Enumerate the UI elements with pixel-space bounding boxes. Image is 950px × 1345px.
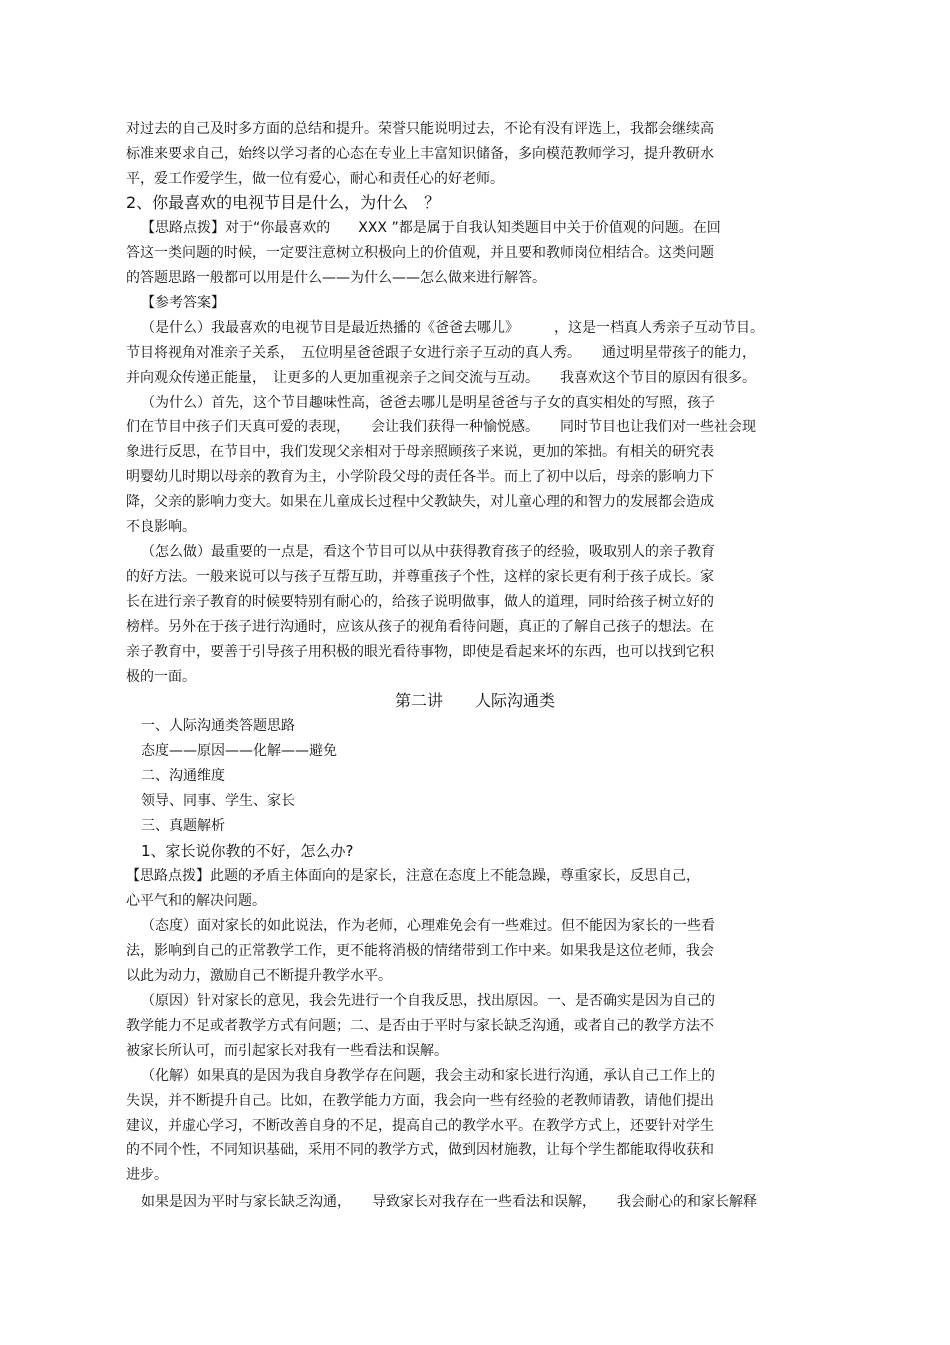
text-line: 【思路点拨】此题的矛盾主体面向的是家长，注意在态度上不能急躁，尊重家长，反思自己， bbox=[126, 868, 700, 884]
text-line: 被家长所认可，而引起家长对我有一些看法和误解。 bbox=[126, 1043, 448, 1059]
text-line: 进步。 bbox=[126, 1167, 168, 1183]
question-heading: 2、你最喜欢的电视节目是什么，为什么 ？ bbox=[126, 193, 441, 212]
text-line: 平，爱工作爱学生，做一位有爱心，耐心和责任心的好老师。 bbox=[126, 171, 504, 187]
text-line: 明婴幼儿时期以母亲的教育为主，小学阶段父母的责任各半。而上了初中以后，母亲的影响力下 bbox=[126, 469, 714, 485]
question-heading: 1、家长说你教的不好，怎么办? bbox=[141, 842, 354, 860]
text-line: 以此为动力，激励自己不断提升教学水平。 bbox=[126, 968, 392, 984]
text-line: 亲子教育中，要善于引导孩子用积极的眼光看待事物，即使是看起来坏的东西，也可以找到它积 bbox=[126, 644, 714, 660]
text-line: 榜样。另外在于孩子进行沟通时，应该从孩子的视角看待问题，真正的了解自己孩子的想法。在 bbox=[126, 619, 714, 635]
text-line: 心平气和的解决问题。 bbox=[126, 893, 266, 909]
chapter-title: 第二讲 人际沟通类 bbox=[395, 691, 556, 710]
text-line: （态度）面对家长的如此说法，作为老师，心理难免会有一些难过。但不能因为家长的一些看 bbox=[141, 918, 715, 934]
text-line: （怎么做）最重要的一点是，看这个节目可以从中获得教育孩子的经验，吸取别人的亲子教育 bbox=[141, 544, 715, 560]
text-line: 的答题思路一般都可以用是什么——为什么——怎么做来进行解答。 bbox=[126, 270, 546, 286]
text-line: 象进行反思，在节目中，我们发现父亲相对于母亲照顾孩子来说，更加的笨拙。有相关的研究表 bbox=[126, 444, 714, 460]
outline-item: 三、真题解析 bbox=[141, 818, 225, 834]
outline-item: 二、沟通维度 bbox=[141, 768, 225, 784]
text-line: 建议，并虚心学习，不断改善自身的不足，提高自己的教学水平。在教学方式上，还要针对学生 bbox=[126, 1118, 714, 1134]
outline-item: 一、人际沟通类答题思路 bbox=[141, 718, 295, 734]
text-line: （是什么）我最喜欢的电视节目是最近热播的《爸爸去哪儿》 ，这是一档真人秀亲子互动节目。 bbox=[141, 320, 764, 336]
text-line: 态度——原因——化解——避免 bbox=[141, 743, 337, 759]
text-line: 答这一类问题的时候，一定要注意树立积极向上的价值观，并且要和教师岗位相结合。这类问题 bbox=[126, 245, 714, 261]
text-line: 并向观众传递正能量， 让更多的人更加重视亲子之间交流与互动。 我喜欢这个节目的原因有很多。 bbox=[126, 370, 756, 386]
text-line: 长在进行亲子教育的时候要特别有耐心的，给孩子说明做事，做人的道理，同时给孩子树立好的 bbox=[126, 594, 714, 610]
section-label: 【参考答案】 bbox=[141, 295, 225, 311]
text-line: 的好方法。一般来说可以与孩子互帮互助，并尊重孩子个性，这样的家长更有利于孩子成长。家 bbox=[126, 569, 714, 585]
text-line: 【思路点拨】对于“你最喜欢的 XXX ”都是属于自我认知类题目中关于价值观的问题。在回 bbox=[141, 220, 721, 236]
text-line: 如果是因为平时与家长缺乏沟通， 导致家长对我存在一些看法和误解， 我会耐心的和家长解释 bbox=[141, 1194, 757, 1210]
text-line: 标准来要求自己，始终以学习者的心态在专业上丰富知识储备，多向模范教师学习，提升教研水 bbox=[126, 146, 714, 162]
text-line: 降，父亲的影响力变大。如果在儿童成长过程中父教缺失，对儿童心理的和智力的发展都会造成 bbox=[126, 494, 714, 510]
text-line: 极的一面。 bbox=[126, 669, 196, 685]
text-line: （化解）如果真的是因为我自身教学存在问题，我会主动和家长进行沟通，承认自己工作上的 bbox=[141, 1068, 715, 1084]
text-line: （原因）针对家长的意见，我会先进行一个自我反思，找出原因。一、是否确实是因为自己的 bbox=[141, 993, 715, 1009]
text-line: 教学能力不足或者教学方式有问题；二、是否由于平时与家长缺乏沟通，或者自己的教学方法不 bbox=[126, 1018, 714, 1034]
text-line: 的不同个性，不同知识基础，采用不同的教学方式，做到因材施教，让每个学生都能取得收获和 bbox=[126, 1142, 714, 1158]
text-line: 对过去的自己及时多方面的总结和提升。荣誉只能说明过去，不论有没有评选上，我都会继续高 bbox=[126, 121, 714, 137]
text-line: 法，影响到自己的正常教学工作，更不能将消极的情绪带到工作中来。如果我是这位老师，我会 bbox=[126, 943, 714, 959]
text-line: 领导、同事、学生、家长 bbox=[141, 793, 295, 809]
text-line: 不良影响。 bbox=[126, 519, 196, 535]
text-line: 节目将视角对准亲子关系， 五位明星爸爸跟子女进行亲子互动的真人秀。 通过明星带孩子的能力， bbox=[126, 345, 756, 361]
text-line: （为什么）首先，这个节目趣味性高，爸爸去哪儿是明星爸爸与子女的真实相处的写照，孩子 bbox=[141, 395, 715, 411]
text-line: 们在节目中孩子们天真可爱的表现， 会让我们获得一种愉悦感。 同时节目也让我们对一些社会现 bbox=[126, 419, 756, 435]
text-line: 失误，并不断提升自己。比如，在教学能力方面，我会向一些有经验的老教师请教，请他们提出 bbox=[126, 1093, 714, 1109]
